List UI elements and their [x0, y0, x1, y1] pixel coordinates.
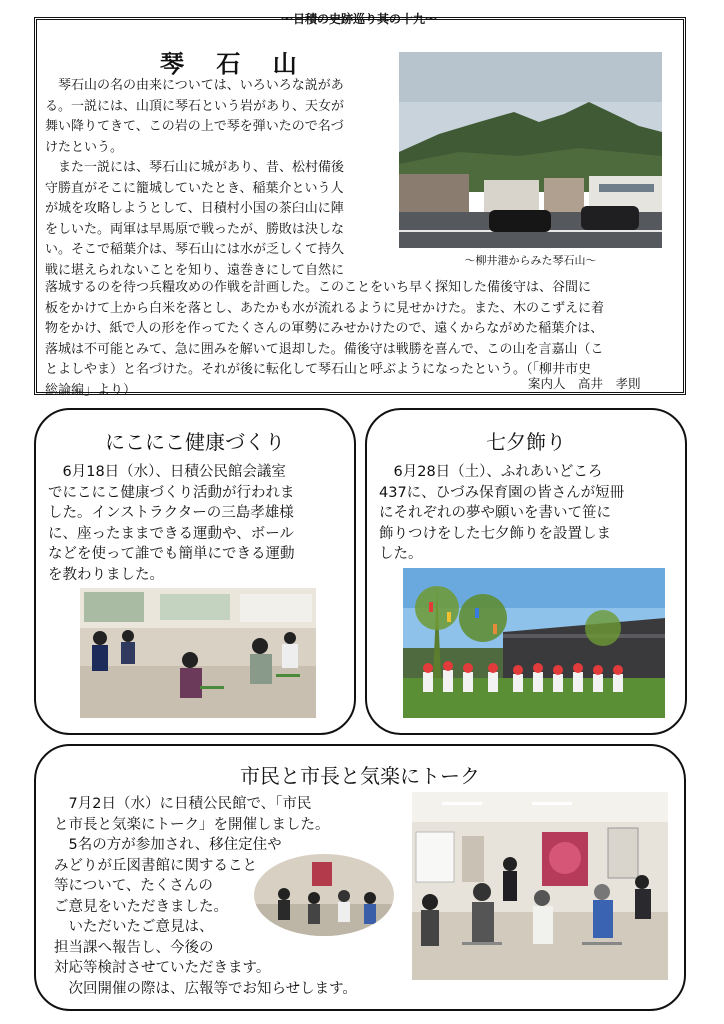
text-line: とよしやま）と名づけた。それが後に転化して琴石山と呼ぶようになったという。（「柳井市史	[45, 362, 592, 377]
text-line: いただいたご意見は、	[54, 919, 214, 935]
text-line: 対応等検討させていただきます。	[54, 960, 271, 976]
text-line: などを使って誰でも簡単にできる運動	[48, 546, 295, 562]
text-line: 落城は不可能とみて、急に囲みを解いて退却した。備後守は戦勝を喜んで、この山を言嘉山（こ	[45, 341, 604, 357]
text-line: 物をかけ、紙で人の形を作ってたくさんの軍勢にみせかけたので、遠くからながめた稲葉介は、	[45, 321, 604, 336]
history-text-side	[45, 76, 400, 281]
text-line: 戦に堪えられないことを知り、遠巻きにして自然に	[45, 262, 345, 278]
text-line: 437に、ひづみ保育園の皆さんが短冊	[379, 484, 625, 501]
health-article-panel	[34, 408, 356, 735]
text-line: 6月28日（土）、ふれあいどころ	[379, 464, 603, 480]
talk-photo	[412, 792, 668, 980]
panel-title: 市民と市長と気楽にトーク	[240, 764, 480, 788]
text-line: 舞い降りてきて、この岩の上で琴を弾いたので名づ	[45, 119, 344, 134]
text-line: でにこにこ健康づくり活動が行われま	[48, 484, 295, 501]
text-line: した。インストラクターの三島孝雄様	[48, 505, 294, 521]
mountain-photo	[399, 52, 662, 248]
panel-title: 七夕飾り	[486, 430, 566, 454]
text-line: けたという。	[45, 139, 124, 155]
tanabata-article-panel	[365, 408, 687, 735]
text-line: ご意見をいただきました。	[54, 898, 228, 915]
text-line: 板をかけて上から白米を落とし、あたかも水が流れるように見せかけた。また、木のこずえに着	[45, 300, 605, 316]
text-line: 次回開催の際は、広報等でお知らせします。	[54, 980, 357, 997]
text-line: 6月18日（水）、日積公民館会議室	[48, 464, 286, 480]
talk-article-panel	[34, 744, 686, 1011]
text-line: 琴石山の名の由来については、いろいろな説があ	[45, 78, 344, 93]
text-line: い。そこで稲葉介は、琴石山には水が乏しくて持久	[45, 242, 345, 257]
article-title: 琴 石 山	[160, 49, 309, 78]
text-line: る。一説には、山頂に琴石という岩があり、天女が	[45, 98, 345, 114]
exercise-photo	[80, 588, 316, 718]
guide-credit: 案内人 高井 孝則	[528, 376, 641, 391]
tanabata-photo	[403, 568, 665, 718]
text-line: と市長と気楽にトーク」を開催しました。	[54, 816, 330, 833]
photo-caption: ～柳井港からみた琴石山～	[464, 254, 597, 267]
health-text	[48, 462, 295, 585]
text-line: 等について、たくさんの	[54, 878, 213, 894]
text-line: 5名の方が参加され、移住定住や	[54, 837, 282, 853]
text-line: また一説には、琴石山に城があり、昔、松村備後	[45, 160, 345, 175]
text-line: に、座ったままできる運動や、ボール	[48, 525, 294, 542]
panel-title: にこにこ健康づくり	[105, 430, 285, 454]
text-line: 飾りつけをした七夕飾りを設置しま	[379, 525, 611, 542]
text-line: をしいた。両軍は早馬原で戦ったが、勝敗は決しな	[45, 221, 345, 237]
text-line: を教わりました。	[48, 566, 164, 583]
text-line: した。	[379, 546, 423, 562]
text-line: にそれぞれの夢や願いを書いて笹に	[379, 505, 611, 521]
text-line: 落城するのを待つ兵糧攻めの作戦を計画した。このことをいち早く探知した備後守は、谷間に	[45, 280, 592, 295]
tanabata-text	[379, 462, 624, 565]
text-line: 7月2日（水）に日積公民館で、「市民	[54, 796, 312, 812]
text-line: みどりが丘図書館に関すること	[54, 857, 257, 874]
text-line: 守勝直がそこに籠城していたとき、稲葉介という人	[45, 180, 344, 196]
text-line: が城を攻略しようとして、日積村小国の茶臼山に陣	[45, 201, 344, 216]
series-title: ～日積の史跡巡り其の十九～	[280, 12, 437, 26]
text-line: 総論編」より）	[45, 382, 137, 398]
text-line: 担当課へ報告し、今後の	[54, 939, 214, 956]
talk-photo-oval	[254, 854, 394, 936]
